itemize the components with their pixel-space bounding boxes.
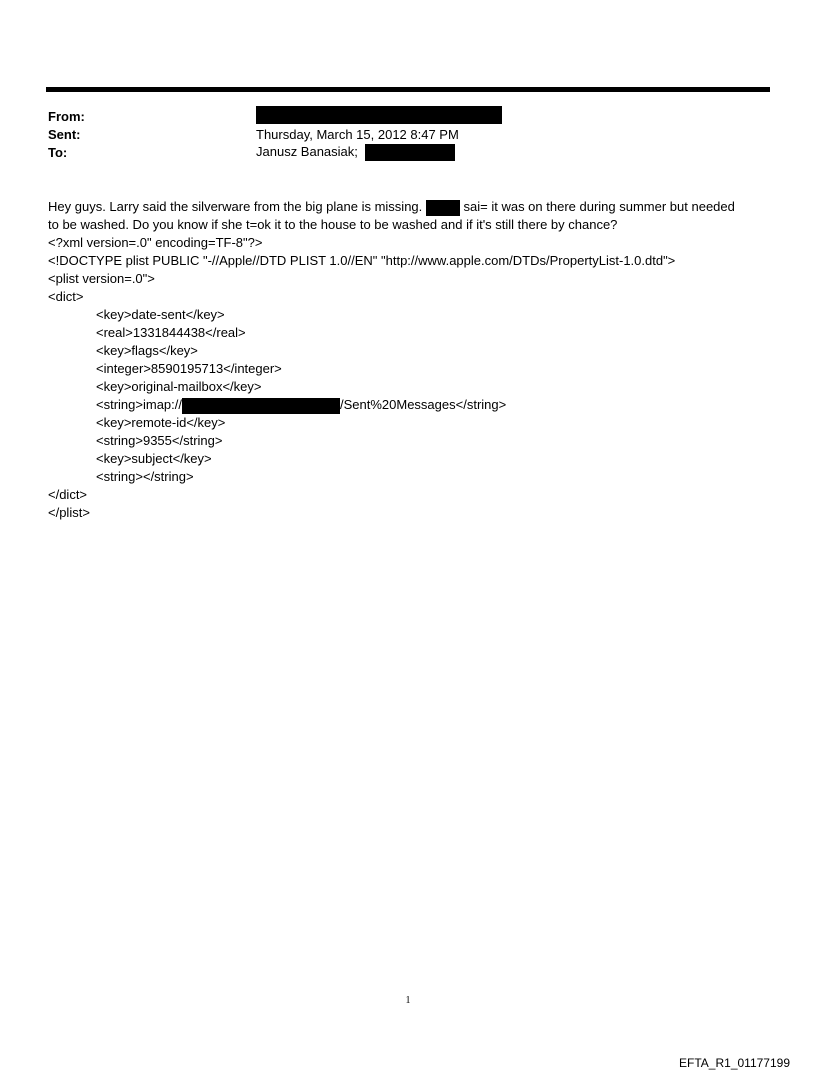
value-flags: <integer>8590195713</integer> — [96, 361, 282, 376]
dict-open: <dict> — [48, 289, 84, 304]
body-text: Hey guys. Larry said the silverware from the big plane is missing. — [48, 199, 423, 214]
sent-label: Sent: — [48, 127, 81, 142]
doctype-line: <!DOCTYPE plist PUBLIC "-//Apple//DTD PLIST 1.0//EN" "http://www.apple.com/DTDs/PropertyList-1.0.dtd"> — [48, 253, 676, 268]
document-id: EFTA_R1_01177199 — [679, 1056, 790, 1070]
mailbox-prefix: <string>imap:// — [96, 397, 182, 412]
key-subject: <key>subject</key> — [96, 451, 212, 466]
key-flags: <key>flags</key> — [96, 343, 198, 358]
body-line — [48, 198, 778, 216]
redaction-block — [365, 144, 455, 161]
plist-close: </plist> — [48, 505, 90, 520]
from-value — [256, 106, 502, 124]
redaction-block — [182, 398, 340, 414]
plist-open: <plist version=.0"> — [48, 271, 155, 286]
dict-close: </dict> — [48, 487, 88, 502]
key-remote-id: <key>remote-id</key> — [96, 415, 226, 430]
key-original-mailbox: <key>original-mailbox</key> — [96, 379, 262, 394]
value-remote-id: <string>9355</string> — [96, 433, 223, 448]
mailbox-suffix: /Sent%20Messages</string> — [340, 397, 507, 412]
message-body — [48, 198, 778, 522]
to-label: To: — [48, 145, 68, 160]
key-date-sent: <key>date-sent</key> — [96, 307, 225, 322]
header-rule — [46, 87, 770, 92]
redaction-block — [256, 106, 502, 124]
value-subject: <string></string> — [96, 469, 194, 484]
value-date-sent: <real>1331844438</real> — [96, 325, 246, 340]
xml-declaration: <?xml version=.0" encoding=TF-8"?> — [48, 235, 263, 250]
to-value — [256, 144, 455, 161]
to-recipient: Janusz Banasiak; — [256, 144, 358, 159]
redaction-block — [426, 200, 460, 216]
from-label: From: — [48, 109, 85, 124]
body-line: to be washed. Do you know if she t=ok it to the house to be washed and if it's still there by chance? — [48, 217, 618, 232]
sent-value: Thursday, March 15, 2012 8:47 PM — [256, 127, 459, 142]
body-text: sai= it was on there during summer but needed — [463, 199, 735, 214]
page-number: 1 — [405, 995, 411, 1006]
value-original-mailbox — [48, 396, 778, 414]
